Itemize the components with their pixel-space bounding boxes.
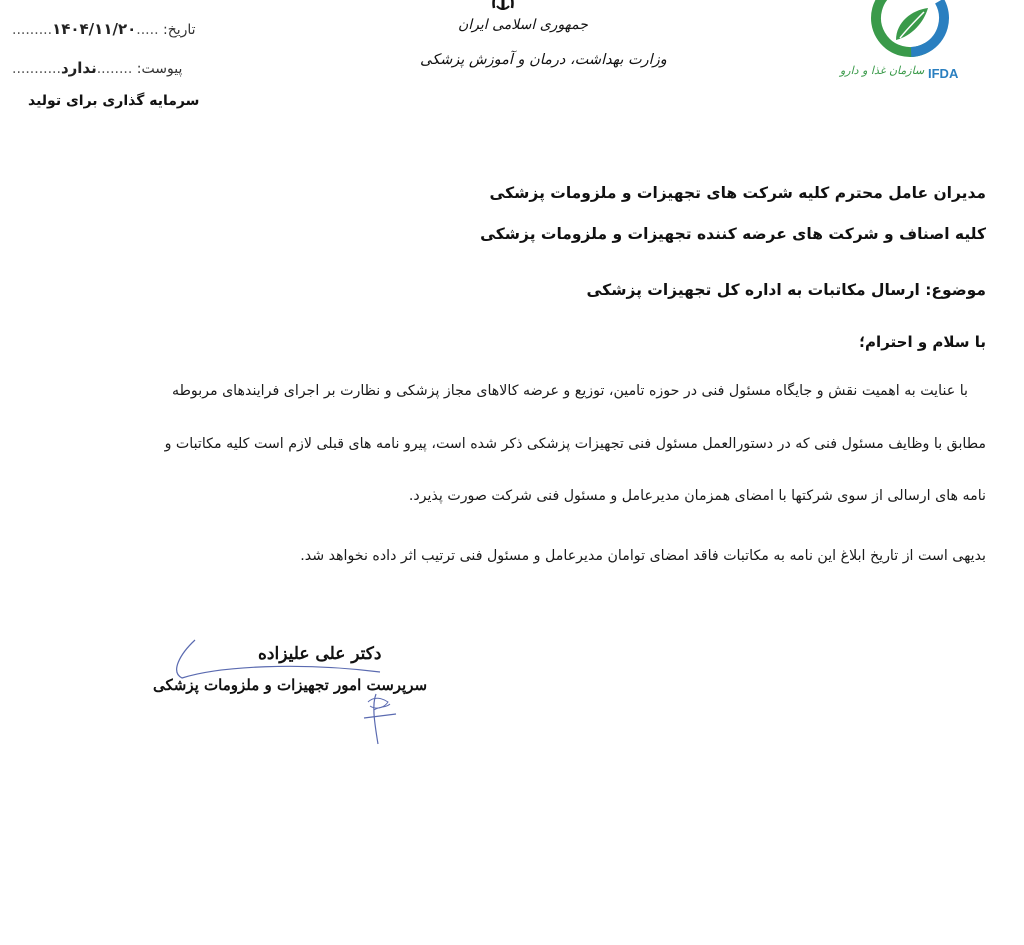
signer-name: دکتر علی علیزاده [258, 644, 382, 664]
ministry-line-2: وزارت بهداشت، درمان و آموزش پزشکی [420, 52, 667, 68]
attachment-label: پیوست: [136, 61, 183, 77]
paragraph-2: بدیهی است از تاریخ ابلاغ این نامه به مکاتبات فاقد امضای توامان مدیرعامل و مسئول فنی ترتیب اثر داده نخواهد شد. [300, 548, 986, 564]
slogan: سرمایه گذاری برای تولید [28, 93, 200, 109]
addressee-line-2: کلیه اصناف و شرکت های عرضه کننده تجهیزات و ملزومات پزشکی [480, 225, 986, 243]
logo-name: سازمان غذا و دارو [840, 64, 925, 77]
logo-abbr: IFDA [928, 66, 959, 81]
signer-title: سرپرست امور تجهیزات و ملزومات پزشکی [153, 676, 428, 694]
addressee-line-1: مدیران عامل محترم کلیه شرکت های تجهیزات و ملزومات پزشکی [489, 184, 986, 202]
date-label: تاریخ: [162, 22, 196, 38]
greeting: با سلام و احترام؛ [859, 333, 986, 351]
attachment-row: پیوست: ........ندارد........... [12, 59, 183, 77]
subject: موضوع: ارسال مکاتبات به اداره کل تجهیزات پزشکی [586, 281, 986, 299]
paragraph-1-line-3: نامه های ارسالی از سوی شرکتها با امضای همزمان مدیرعامل و مسئول فنی شرکت صورت پذیرد. [408, 488, 986, 504]
iran-emblem-icon [482, 0, 524, 12]
paragraph-1-line-1: با عنایت به اهمیت نقش و جایگاه مسئول فنی در حوزه تامین، توزیع و عرضه کالاهای مجاز پزشکی و نظارت بر اجرای فرایندهای مربوطه [171, 383, 968, 399]
date-row: تاریخ: .....۱۴۰۴/۱۱/۲۰......... [12, 20, 196, 38]
ministry-line-1: جمهوری اسلامی ایران [458, 17, 588, 33]
signature-mark [160, 632, 440, 752]
paragraph-1-line-2: مطابق با وظایف مسئول فنی که در دستورالعمل مسئول فنی تجهیزات پزشکی ذکر شده است، پیرو نامه های قبلی لازم است کلیه مکاتبات و [164, 436, 986, 452]
ifda-logo-icon [866, 0, 986, 68]
date-value: ۱۴۰۴/۱۱/۲۰ [52, 20, 137, 38]
attachment-value: ندارد [60, 59, 97, 77]
